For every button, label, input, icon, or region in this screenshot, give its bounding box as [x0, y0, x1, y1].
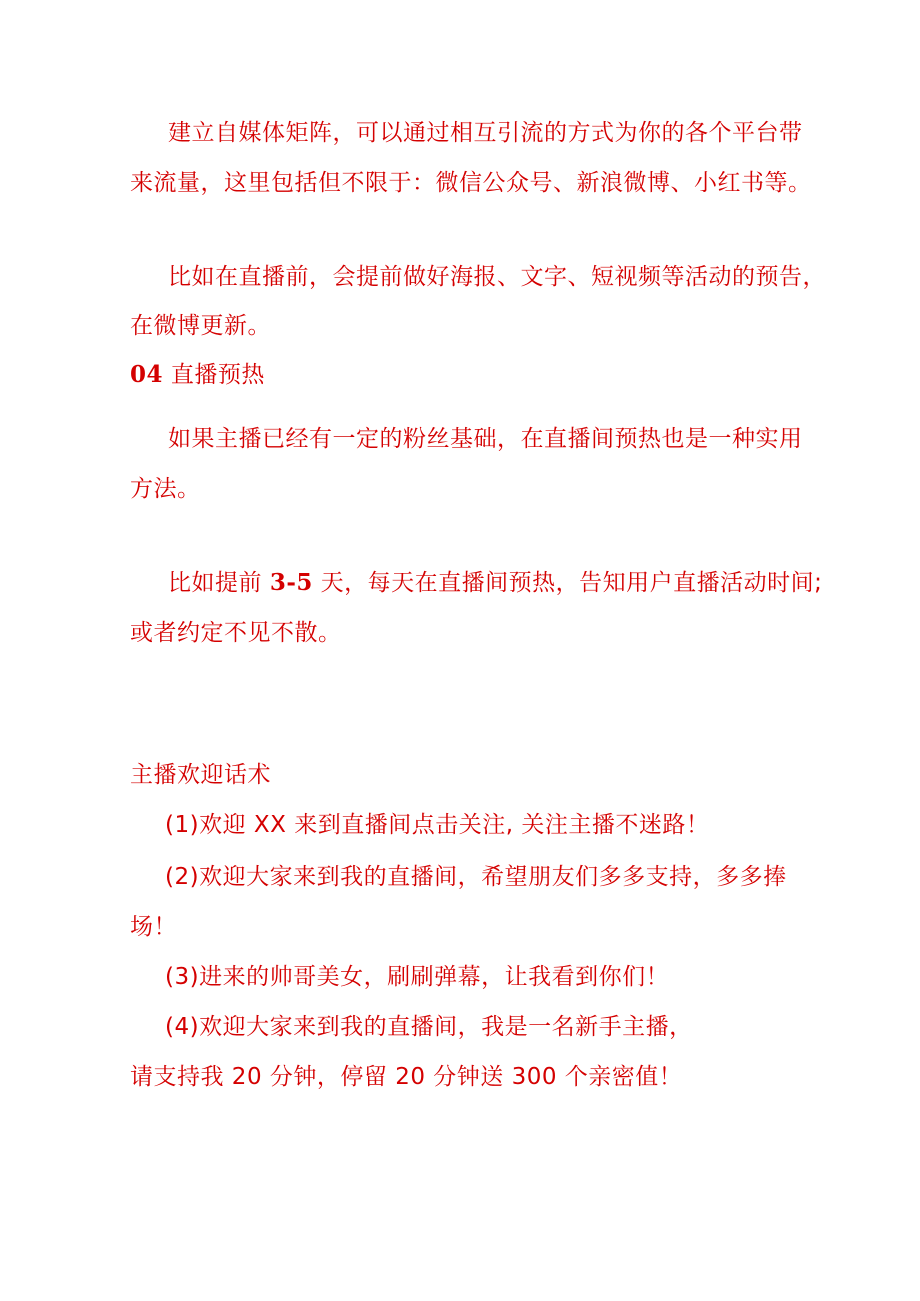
- welcome-item-2-line-1: (2)欢迎大家来到我的直播间，希望朋友们多多支持，多多捧: [165, 864, 787, 890]
- welcome-item-4-line-1: (4)欢迎大家来到我的直播间，我是一名新手主播，: [165, 1014, 693, 1040]
- welcome-item-2-line-2: 场！: [130, 914, 177, 940]
- section-heading-title: 直播预热: [163, 362, 265, 388]
- paragraph-preview-line-2: 在微博更新。: [130, 313, 271, 339]
- welcome-item-3: (3)进来的帅哥美女，刷刷弹幕，让我看到你们！: [165, 964, 670, 990]
- paragraph-preview-line-1: 比如在直播前，会提前做好海报、文字、短视频等活动的预告，: [168, 264, 826, 290]
- section-heading-welcome: 主播欢迎话术: [130, 762, 271, 788]
- days-range: 3-5: [269, 569, 313, 596]
- section-heading-warmup: [130, 360, 265, 390]
- section-heading-number: 04: [130, 361, 164, 388]
- welcome-item-4-line-2: 请支持我 20 分钟，停留 20 分钟送 300 个亲密值！: [130, 1064, 683, 1090]
- paragraph-advance-line-1: [168, 568, 822, 598]
- text-segment: 天，每天在直播间预热，告知用户直播活动时间;: [312, 570, 823, 596]
- paragraph-fans-line-1: 如果主播已经有一定的粉丝基础，在直播间预热也是一种实用: [168, 426, 803, 452]
- text-segment: 比如提前: [168, 570, 270, 596]
- paragraph-self-media-line-1: 建立自媒体矩阵，可以通过相互引流的方式为你的各个平台带: [168, 120, 803, 146]
- welcome-item-1: (1)欢迎 XX 来到直播间点击关注, 关注主播不迷路！: [165, 812, 710, 838]
- paragraph-advance-line-2: 或者约定不见不散。: [130, 620, 342, 646]
- paragraph-self-media-line-2: 来流量，这里包括但不限于：微信公众号、新浪微博、小红书等。: [130, 170, 812, 196]
- paragraph-fans-line-2: 方法。: [130, 476, 201, 502]
